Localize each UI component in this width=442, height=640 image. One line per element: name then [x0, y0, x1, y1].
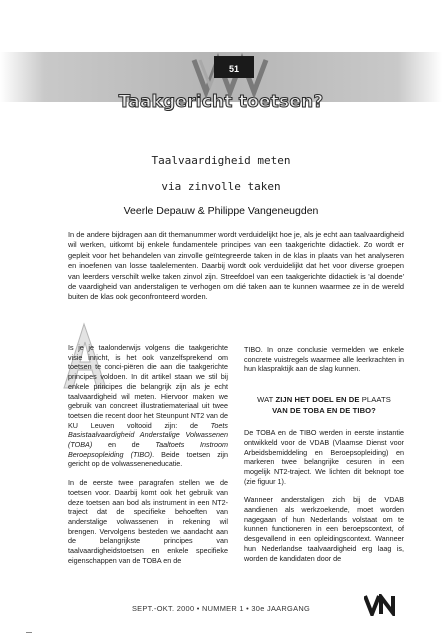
tibo-title: Taaltoets Instroom Beroepsopleiding (TIBO)	[68, 440, 228, 459]
right-column	[244, 345, 404, 572]
section-heading	[244, 394, 404, 416]
vn-logo	[364, 594, 404, 616]
left-column	[68, 343, 228, 574]
subtitle-line-1: Taalvaardigheid meten	[151, 154, 291, 167]
left-para1-text-end: . Beide toetsen zijn gericht op de volwasseneneducatie.	[68, 449, 228, 469]
intro-paragraph: In de andere bijdragen aan dit themanummer wordt verduidelijkt hoe je, als je echt aan taalvaardigheid wil werken, uitkomt bij enkele fundamentele principes van een taakgerichte didactiek. Zo wordt er gepleit voor het behandelen van zinvolle geïntegreerde taken in de klas in plaats van het analyseren en inoefenen van losse taalelementen. Daarbij wordt ook verduidelijkt dat het voor diverse groepen van leerders verschilt welke taken zinvol zijn. Streefdoel van een taakgerichte didactiek is 'al doende' de vaardigheid van anderstaligen te verhogen om dié taken aan te kunnen waarmee ze in de wereld buiten de klas ook geconfronteerd worden.	[68, 230, 404, 302]
left-paragraph-2: In de eerste twee paragrafen stellen we de toetsen voor. Daarbij komt ook het gebruik van deze toetsen aan bod als instrument in een NT2-traject dat de specifieke behoeften van anderstalige volwassenen in rekening wil brengen. Vervolgens besteden we aandacht aan de belangrijkste principes van taalvaardigheidstoetsen en enkele specifieke eigenschappen van de TOBA en de	[68, 478, 228, 565]
subtitle-line-2: via zinvolle taken	[161, 180, 281, 193]
right-paragraph-1: TIBO. In onze conclusie vermelden we enkele concrete vuistregels waarmee alle leerkrachten in hun klaspraktijk aan de slag kunnen.	[244, 345, 404, 374]
heading-part-3: PLAATS	[359, 395, 391, 405]
footer-issue-info: SEPT.-OKT. 2000 • NUMMER 1 • 30e JAARGANG	[131, 604, 311, 613]
authors: Veerle Depauw & Philippe Vangeneugden	[123, 205, 319, 217]
heading-part-4: VAN DE TOBA EN DE TIBO?	[272, 406, 376, 416]
heading-part-1: WAT	[257, 395, 276, 405]
article-title: Taakgericht toetsen?	[118, 92, 324, 112]
vn-logo-text: VN	[364, 594, 366, 595]
right-paragraph-3: Wanneer anderstaligen zich bij de VDAB aandienen als werkzoekende, moet worden nagegaan of hun Nederlands volstaat om te kunnen functioneren in een beroepscontext, of desgevallend in een opleidingscontext. Wanneer hun Nederlandse taalvaardigheid erg laag is, worden de kandidaten door de	[244, 495, 404, 563]
page-number: 51	[228, 64, 239, 74]
right-paragraph-2: De TOBA en de TIBO werden in eerste instantie ontwikkeld voor de VDAB (Vlaamse Dienst voor Arbeidsbemiddeling en Beroepsopleiding) en markeren twee belangrijke cesuren in een mogelijk NT2-traject. We lichten dit beknopt toe (zie figuur 1).	[244, 428, 404, 486]
edge-mark	[26, 632, 32, 633]
toba-title: Toets Basistaalvaardigheid Anderstalige Volwassenen (TOBA)	[68, 420, 228, 450]
left-para1-text-start: Is je je taalonderwijs volgens die taakgerichte visie inricht, is het ook vanzelfsprekend om toetsen te conci-piëren die aan die taakgerichte principes voldoen. In dit artikel staan we stil bij enkele principes die belangrijk zijn als je echt taalvaardigheid wil meten. Hiervoor maken we gebruik van concreet illustratiemateriaal uit twee toetsen die recent door het Steunpunt NT2 van de KU Leuven voltooid zijn: de	[68, 343, 228, 430]
left-paragraph-1	[68, 343, 228, 469]
left-para1-text-mid: en de	[92, 440, 156, 450]
heading-part-2: ZIJN HET DOEL EN DE	[275, 395, 360, 405]
